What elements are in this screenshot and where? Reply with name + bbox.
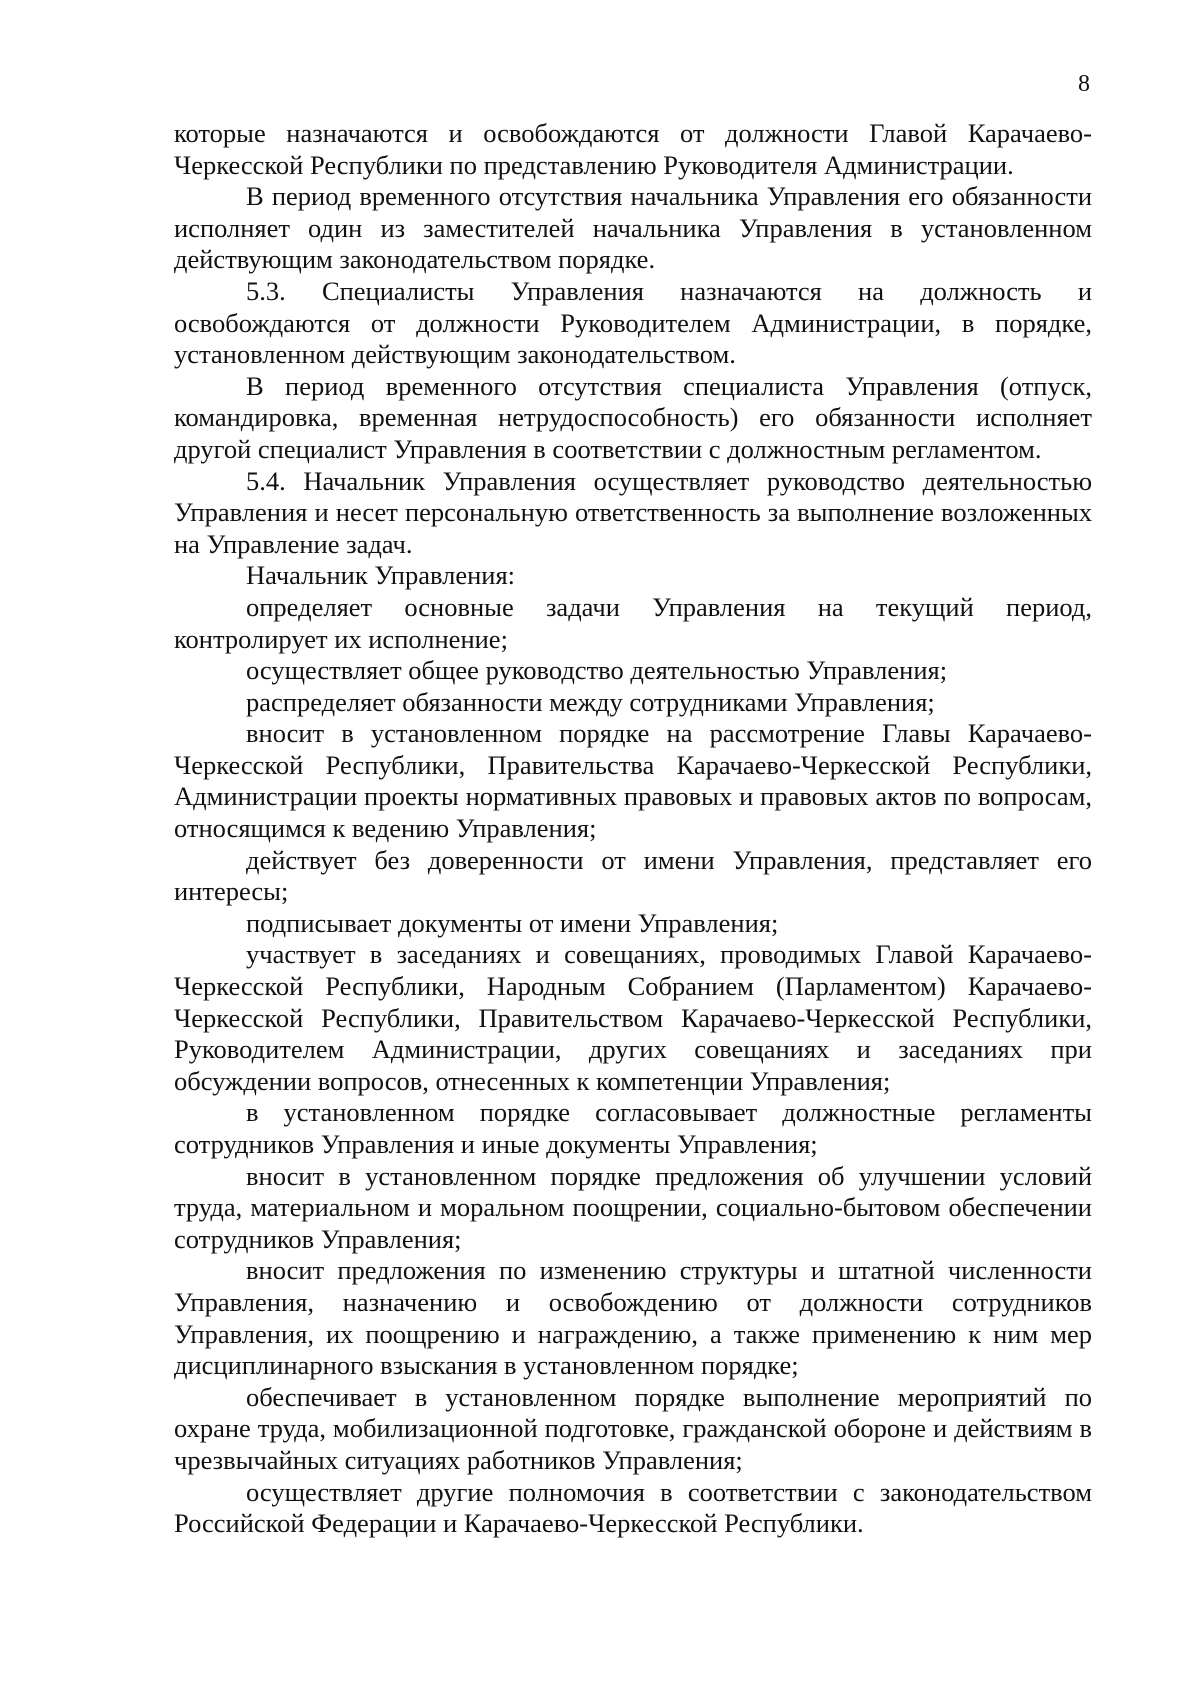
duty-item: подписывает документы от имени Управления;: [246, 907, 779, 938]
duty-item: участвует в заседаниях и совещаниях, проводимых Главой Карачаево-Черкесской Республики, Народным Собранием (Парламентом) Карачаево-Черкесской Республики, Правительством Карачаево-Черкесской Республики, Руководителем Администрации, других совещаниях и заседаниях при обсуждении вопросов, отнесенных к компетенции Управления;: [174, 939, 1092, 1096]
page-number: 8: [1078, 71, 1090, 97]
paragraph-5-4: 5.4. Начальник Управления осуществляет руководство деятельностью Управления и несет персональную ответственность за выполнение возложенных на Управление задач.: [174, 465, 1092, 559]
duty-item: вносит в установленном порядке предложения об улучшении условий труда, материальном и моральном поощрении, социально-бытовом обеспечении сотрудников Управления;: [174, 1160, 1092, 1254]
paragraph-head-intro: Начальник Управления:: [246, 560, 516, 591]
duty-item: осуществляет другие полномочия в соответствии с законодательством Российской Федерации и Карачаево-Черкесской Республики.: [174, 1476, 1092, 1539]
duty-item: обеспечивает в установленном порядке выполнение мероприятий по охране труда, мобилизационной подготовке, гражданской обороне и действиям в чрезвычайных ситуациях работников Управления;: [174, 1381, 1092, 1475]
paragraph-specialist-substitution: В период временного отсутствия специалиста Управления (отпуск, командировка, временная нетрудоспособность) его обязанности исполняет другой специалист Управления в соответствии с должностным регламентом.: [174, 370, 1092, 464]
duty-item: в установленном порядке согласовывает должностные регламенты сотрудников Управления и иные документы Управления;: [174, 1097, 1092, 1159]
paragraph-deputy-substitution: В период временного отсутствия начальника Управления его обязанности исполняет один из заместителей начальника Управления в установленном действующим законодательством порядке.: [174, 181, 1092, 275]
duty-item: вносит в установленном порядке на рассмотрение Главы Карачаево-Черкесской Республики, Правительства Карачаево-Черкесской Республики, Администрации проекты нормативных правовых и правовых актов по вопросам, относящимся к ведению Управления;: [174, 718, 1092, 844]
document-body: [174, 118, 1092, 1540]
duty-item: осуществляет общее руководство деятельностью Управления;: [246, 655, 948, 686]
duty-item: распределяет обязанности между сотрудниками Управления;: [246, 686, 935, 717]
paragraph-5-3: 5.3. Специалисты Управления назначаются на должность и освобождаются от должности Руководителем Администрации, в порядке, установленном действующим законодательством.: [174, 275, 1092, 370]
duty-item: определяет основные задачи Управления на текущий период, контролирует их исполнение;: [174, 591, 1092, 654]
paragraph-continuation: которые назначаются и освобождаются от должности Главой Карачаево-Черкесской Республики по представлению Руководителя Администрации.: [174, 118, 1092, 180]
duty-item: вносит предложения по изменению структуры и штатной численности Управления, назначению и освобождению от должности сотрудников Управления, их поощрению и награждению, а также применению к ним мер дисциплинарного взыскания в установленном порядке;: [174, 1255, 1092, 1381]
duty-item: действует без доверенности от имени Управления, представляет его интересы;: [174, 844, 1092, 907]
